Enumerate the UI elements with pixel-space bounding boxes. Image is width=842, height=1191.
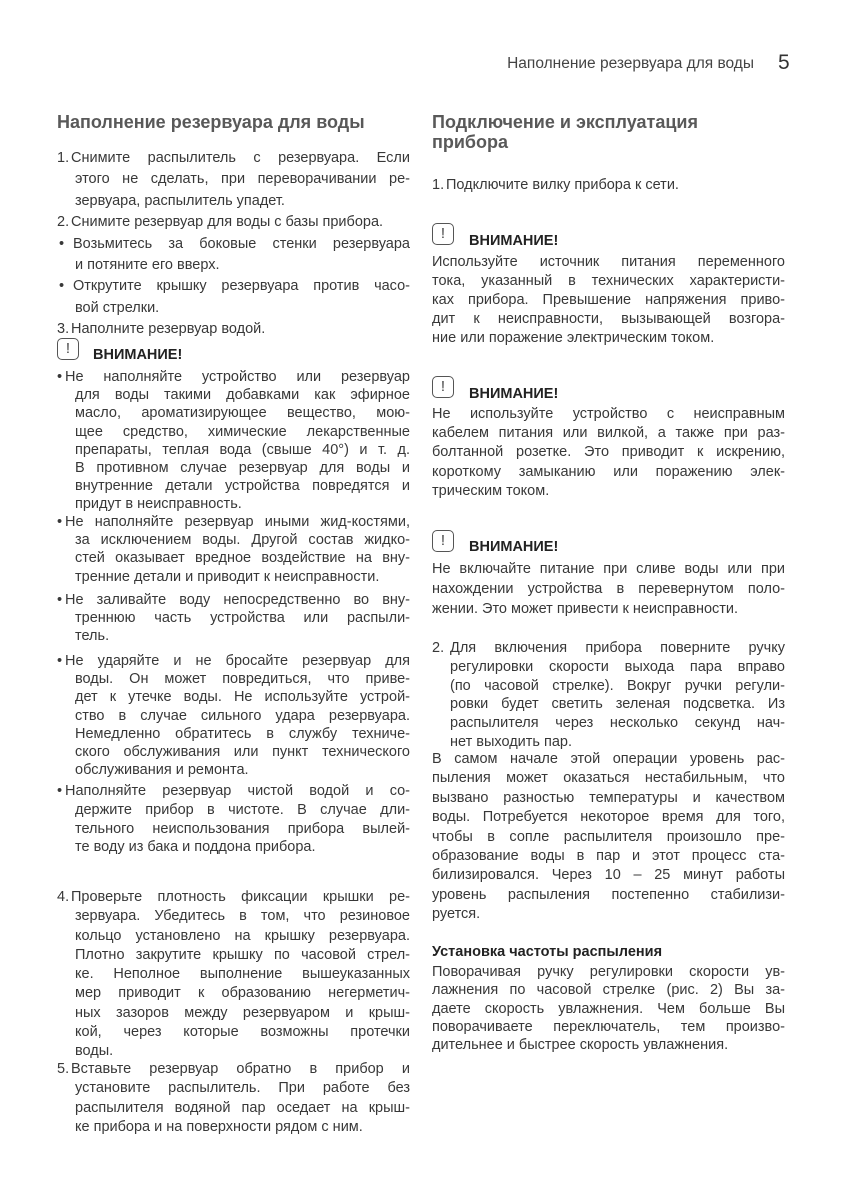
text-line: Не включайте питание при сливе воды или при xyxy=(432,561,785,577)
text-line: вызвано разностью температуры и качеством xyxy=(432,789,785,806)
bullet-marker: • xyxy=(57,653,63,669)
text-line: тока, указанный в технических характеристи- xyxy=(432,273,785,289)
text-line: Снимите резервуар для воды с базы прибора. xyxy=(71,214,384,231)
warning-label: ВНИМАНИЕ! xyxy=(469,386,559,402)
text-line: уровень распыления постепенно стабилизи- xyxy=(432,886,785,903)
text-line: обслуживания и ремонта. xyxy=(75,762,249,779)
text-line: Не заливайте воду непосредственно во вну- xyxy=(65,592,410,608)
text-line: регулировки скорости выхода пара вправо xyxy=(450,658,785,675)
text-line: распылителя через несколько секунд нач- xyxy=(450,715,785,732)
text-line: даете скорость увлажнения. Чем больше Вы xyxy=(432,1000,785,1017)
step-number: 2. xyxy=(432,640,445,656)
warning-label: ВНИМАНИЕ! xyxy=(469,233,559,249)
running-header-title: Наполнение резервуара для воды xyxy=(507,55,754,72)
text-line: Вставьте резервуар обратно в прибор и xyxy=(71,1061,410,1077)
bullet-marker: • xyxy=(57,369,63,385)
warning-label: ВНИМАНИЕ! xyxy=(469,539,559,555)
text-line: воды. Потребуется некоторое время для того, xyxy=(432,809,785,826)
section-title-connection xyxy=(432,113,792,152)
text-line: прибора xyxy=(432,131,509,152)
text-line: те воду из бака и поддона прибора. xyxy=(75,839,316,856)
text-line: поворачиваете переключатель, тем произво- xyxy=(432,1018,785,1035)
exclamation-box-icon: ! xyxy=(57,338,79,360)
subheading-spray-frequency: Установка частоты распыления xyxy=(432,944,663,960)
step-2-bullet-1 xyxy=(57,234,410,277)
text-line: Не ударяйте и не бросайте резервуар для xyxy=(65,653,410,669)
page-number: 5 xyxy=(778,51,790,74)
text-line: внутренние детали устройства повредятся и xyxy=(75,478,410,495)
text-line: Открутите крышку резервуара против часо- xyxy=(73,278,410,295)
text-line: ровки будет светить зеленая подсветка. Из xyxy=(450,696,785,713)
text-line: Плотно закрутите крышку по часовой стрел- xyxy=(75,946,410,963)
text-line: зервуара. Убедитесь в том, что резиновое xyxy=(75,908,410,925)
step-number: 3. xyxy=(57,321,70,338)
text-line: ке прибора и на поверхности рядом с ним. xyxy=(75,1118,363,1135)
text-line: Снимите распылитель с резервуара. Если xyxy=(71,150,410,166)
text-line: и потяните его вверх. xyxy=(75,257,220,273)
text-line: масло, ароматизирующее вещество, мою- xyxy=(75,405,410,422)
warning-draining xyxy=(432,559,785,619)
text-line: Подключите вилку прибора к сети. xyxy=(446,177,679,193)
step-4 xyxy=(57,888,410,1062)
text-line: кольцо установлено на крышку резервуара. xyxy=(75,927,410,944)
bullet-marker: • xyxy=(59,235,65,252)
text-line: мер приводит к образованию негерметич- xyxy=(75,985,410,1002)
text-line: Поворачивая ручку регулировки скорости ув- xyxy=(432,964,785,980)
step-2 xyxy=(57,212,410,233)
text-line: Не используйте устройство с неисправным xyxy=(432,406,785,422)
text-line: вой стрелки. xyxy=(75,299,160,316)
text-line: В противном случае резервуар для воды и xyxy=(75,460,410,477)
text-line: дет к утечке воды. Не используйте устрой- xyxy=(75,689,410,706)
text-line: жении. Это может привести к неисправности. xyxy=(432,601,739,617)
text-line: этого не сделать, при переворачивании ре- xyxy=(75,171,410,188)
bullet-marker: • xyxy=(57,514,63,530)
text-line: трическим током. xyxy=(432,482,550,499)
text-line: короткому замыканию или поражению элек- xyxy=(432,463,785,480)
section-title-filling: Наполнение резервуара для воды xyxy=(57,112,365,132)
text-line: воды. Он может повредиться, что приве- xyxy=(75,671,410,688)
text-line: стей оказывает вредное воздействие на вну- xyxy=(75,550,410,567)
bullet-marker: • xyxy=(57,592,63,608)
warning-bullet-5 xyxy=(57,782,410,857)
text-line: ках прибора. Превышение напряжения приво- xyxy=(432,292,785,308)
step-1 xyxy=(57,148,410,212)
spray-frequency-paragraph xyxy=(432,963,785,1054)
step-number: 1. xyxy=(57,150,70,166)
text-line: нахождении устройства в перевернутом поло- xyxy=(432,581,785,597)
exclamation-box-icon: ! xyxy=(432,530,454,552)
text-line: придут в неисправность. xyxy=(75,496,242,513)
text-line: ского обслуживания или пункт технического xyxy=(75,744,410,761)
warning-bullet-2 xyxy=(57,513,410,586)
text-line: тель. xyxy=(75,628,110,645)
text-line: Не наполняйте резервуар иными жид-костями, xyxy=(65,514,410,530)
text-line: за исключением воды. Другой состав жидко- xyxy=(75,532,410,549)
bullet-marker: • xyxy=(59,278,65,295)
text-line: зервуара, распылитель упадет. xyxy=(75,192,285,209)
text-line: руется. xyxy=(432,906,481,923)
bullet-marker: • xyxy=(57,783,63,799)
text-line: кой, через которые возможны протечки xyxy=(75,1024,410,1041)
text-line: образование воды в пар и этот процесс ста- xyxy=(432,848,785,865)
text-line: ке. Неполное выполнение вышеуказанных xyxy=(75,966,410,983)
step-number: 1. xyxy=(432,177,445,193)
text-line: болтанной розетке. Это приводит к искрению, xyxy=(432,444,785,461)
warning-power-source xyxy=(432,253,785,348)
text-line: препараты, теплая вода (свыше 40°) и т. д. xyxy=(75,441,410,458)
text-line: дит к неисправности, вызывающей возгора- xyxy=(432,311,785,327)
text-line: треннюю часть устройства или распыли- xyxy=(75,610,410,627)
step-number: 2. xyxy=(57,214,70,231)
connect-step-2 xyxy=(432,639,785,752)
text-line: пыления может оказаться нестабильным, что xyxy=(432,770,785,787)
warning-cable xyxy=(432,405,785,501)
text-line: Для включения прибора поверните ручку xyxy=(450,640,785,656)
text-line: воды. xyxy=(75,1043,114,1060)
text-line: держите прибор в чистоте. В случае дли- xyxy=(75,801,410,818)
text-line: дительнее и быстрее скорость увлажнения. xyxy=(432,1037,729,1054)
step-number: 4. xyxy=(57,889,70,905)
text-line: Возьмитесь за боковые стенки резервуара xyxy=(73,235,410,252)
text-line: установите распылитель. При работе без xyxy=(75,1080,410,1097)
text-line: распылителя водяной пар оседает на крыш- xyxy=(75,1099,410,1116)
connect-step-1 xyxy=(432,176,785,195)
step-3 xyxy=(57,319,410,340)
warning-label: ВНИМАНИЕ! xyxy=(93,347,183,363)
text-line: ние или поражение электрическим током. xyxy=(432,330,715,346)
text-line: ство в случае сильного удара резервуара. xyxy=(75,707,410,724)
text-line: Наполняйте резервуар чистой водой и со- xyxy=(65,783,410,799)
text-line: нет выходить пар. xyxy=(450,733,573,750)
stabilization-paragraph xyxy=(432,750,785,925)
step-2-bullet-2 xyxy=(57,276,410,319)
warning-bullet-1 xyxy=(57,368,410,514)
text-line: Проверьте плотность фиксации крышки ре- xyxy=(71,889,410,905)
exclamation-box-icon: ! xyxy=(432,376,454,398)
text-line: Немедленно обратитесь в службу техниче- xyxy=(75,725,410,742)
text-line: тренние детали и приводит к неисправности. xyxy=(75,568,380,585)
text-line: чтобы в сопле распылителя произошло пре- xyxy=(432,828,785,845)
step-5 xyxy=(57,1060,410,1137)
text-line: билизировался. Через 10 – 25 минут работы xyxy=(432,867,785,884)
text-line: Подключение и эксплуатация xyxy=(432,112,698,132)
text-line: В самом начале этой операции уровень рас- xyxy=(432,751,785,767)
text-line: щее средство, химические лекарственные xyxy=(75,423,410,440)
text-line: Используйте источник питания переменного xyxy=(432,254,785,270)
text-line: ных зазоров между резервуаром и крыш- xyxy=(75,1004,410,1021)
text-line: для воды такими добавками как эфирное xyxy=(75,387,410,404)
text-line: лажнения по часовой стрелке (рис. 2) Вы за- xyxy=(432,982,785,999)
text-line: тельного неиспользования прибора вылей- xyxy=(75,820,410,837)
text-line: Наполните резервуар водой. xyxy=(71,321,266,338)
exclamation-box-icon: ! xyxy=(432,223,454,245)
text-line: Не наполняйте устройство или резервуар xyxy=(65,369,410,385)
step-number: 5. xyxy=(57,1061,70,1077)
text-line: кабелем питания или вилкой, а также при раз- xyxy=(432,425,785,442)
warning-bullet-3 xyxy=(57,591,410,646)
warning-bullet-4 xyxy=(57,652,410,779)
text-line: (по часовой стрелке). Вокруг ручки регули- xyxy=(450,677,785,694)
